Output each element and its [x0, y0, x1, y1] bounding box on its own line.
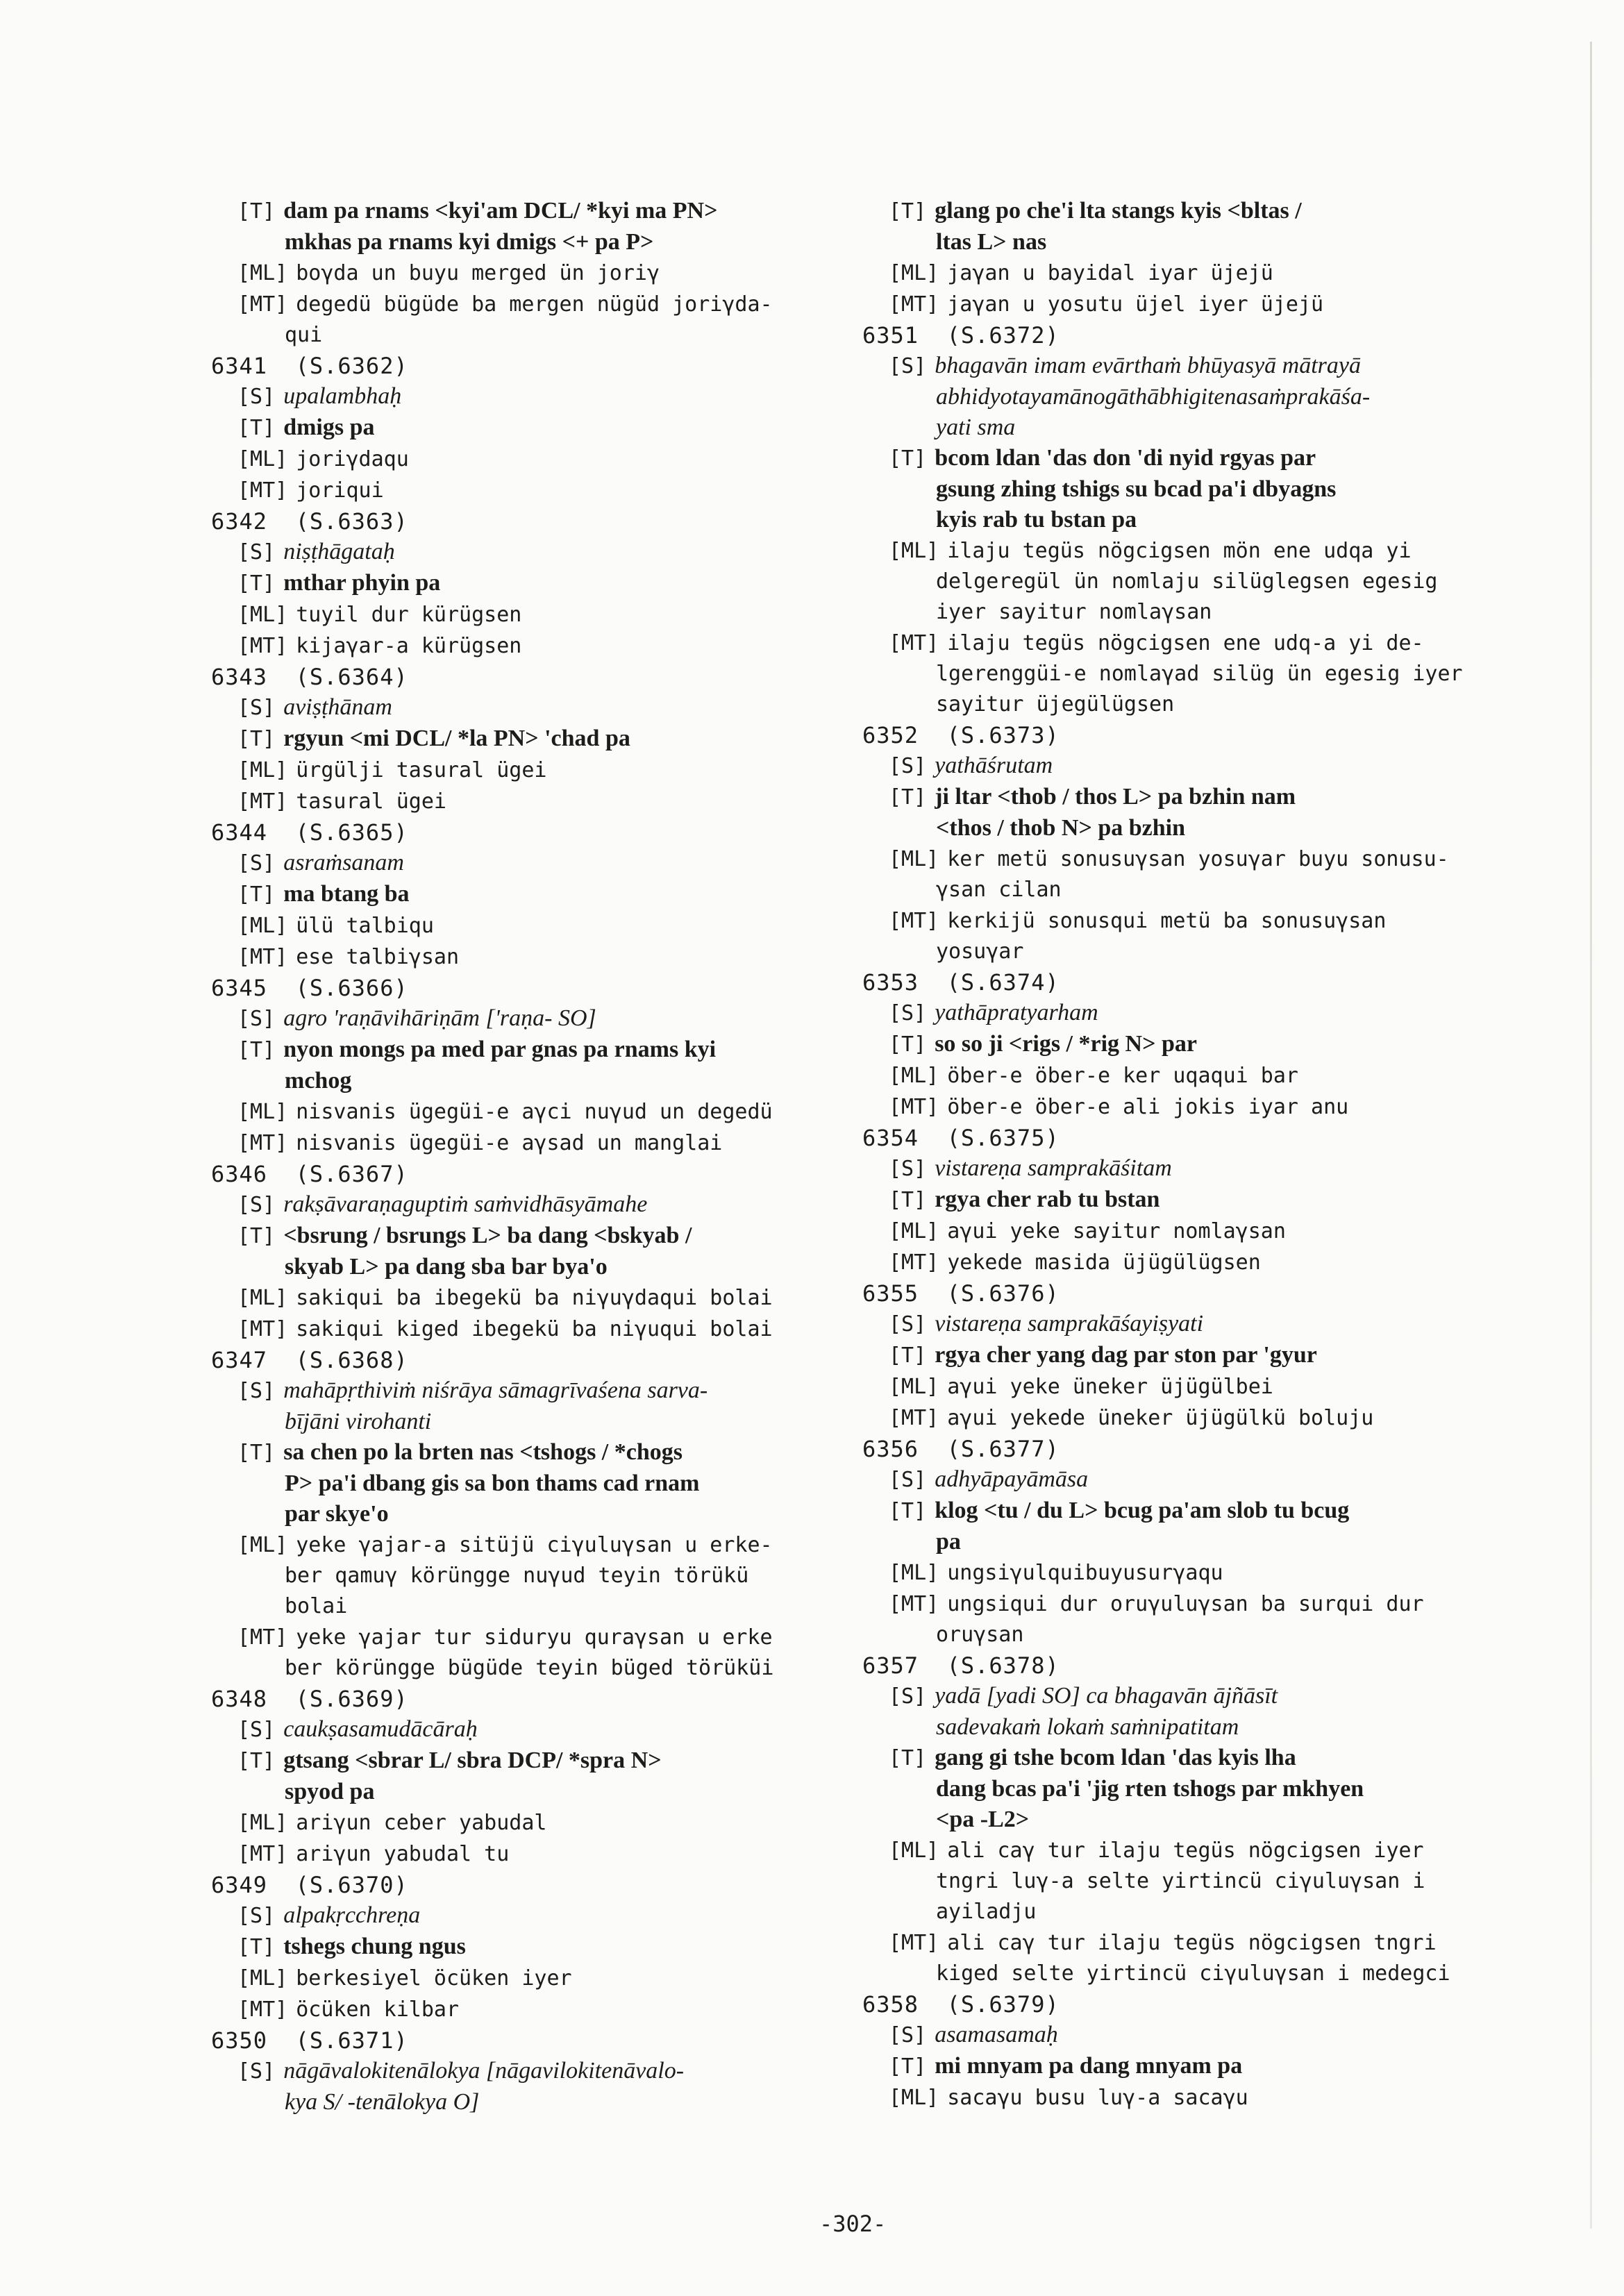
entry-tag: [T]: [237, 199, 276, 224]
entry-text: caukṣasamudācāraḥ: [283, 1716, 478, 1742]
entry-text: aviṣṭhānam: [283, 694, 392, 720]
scan-edge-line: [1590, 42, 1592, 2229]
entry-continuation: P> pa'i dbang gis sa bon thams cad rnam: [285, 1470, 700, 1496]
entry-text: ilaju tegüs nögcigsen ene udq-a yi de-: [947, 631, 1424, 655]
dictionary-entry: [211, 1684, 843, 1870]
entry-text: bcom ldan 'das don 'di nyid rgyas par: [935, 445, 1316, 471]
entry-text: degedü bügüde ba mergen nügüd joriγda-: [296, 292, 773, 317]
dictionary-entry: [862, 1650, 1487, 1989]
entry-tag: [S]: [889, 1001, 927, 1025]
dictionary-entry: [862, 320, 1487, 720]
entry-tag: [ML]: [889, 1838, 939, 1863]
entry-line-mt: [211, 630, 843, 662]
entry-number: 6344 (S.6365): [211, 819, 408, 846]
entry-tag: [ML]: [237, 447, 288, 471]
entry-text: öber-e öber-e ali jokis iyar anu: [947, 1095, 1349, 1119]
entry-text: joriqui: [296, 478, 384, 503]
entry-tag: [MT]: [237, 1317, 288, 1341]
entry-line-ml: [211, 444, 843, 475]
entry-continuation: ltas L> nas: [936, 229, 1047, 255]
dictionary-entry: [211, 1870, 843, 2025]
dictionary-entry: [862, 720, 1487, 967]
entry-line-t: [211, 568, 843, 599]
dictionary-entry: [211, 196, 843, 351]
entry-line-ml: [862, 1835, 1487, 1927]
entry-line-s: [862, 1681, 1487, 1743]
entry-tag: [ML]: [237, 1100, 288, 1124]
entry-text: asamasamaḥ: [935, 2022, 1058, 2047]
entry-line-mt: [862, 1589, 1487, 1650]
dictionary-entry: [211, 1345, 843, 1684]
entry-tag: [S]: [889, 1684, 927, 1709]
entry-tag: [T]: [889, 1188, 927, 1212]
entry-line-mt: [211, 941, 843, 973]
entry-line-t: [862, 2051, 1487, 2082]
entry-tag: [S]: [237, 540, 276, 564]
entry-continuation: ber qamuγ körüngge nuγud teyin törükü: [285, 1564, 749, 1588]
entry-line-t: [211, 1745, 843, 1807]
entry-text: vistareṇa samprakāśitam: [935, 1155, 1172, 1181]
entry-number: 6355 (S.6376): [862, 1280, 1060, 1307]
entry-line-s: [211, 1003, 843, 1034]
entry-text: sa chen po la brten nas <tshogs / *chogs: [283, 1439, 683, 1465]
entry-line-s: [862, 751, 1487, 782]
entry-tag: [MT]: [237, 1625, 288, 1650]
entry-text: ungsiγulquibuyusurγaqu: [947, 1561, 1223, 1585]
entry-line-ml: [862, 535, 1487, 628]
entry-continuation: par skye'o: [285, 1501, 389, 1527]
entry-text: nyon mongs pa med par gnas pa rnams kyi: [283, 1037, 717, 1062]
entry-tag: [MT]: [237, 292, 288, 317]
entry-tag: [MT]: [889, 1250, 939, 1275]
entry-line-ml: [211, 1530, 843, 1622]
left-column: [211, 196, 843, 2118]
entry-text: klog <tu / du L> bcug pa'am slob tu bcug: [935, 1498, 1350, 1523]
entry-tag: [S]: [889, 754, 927, 778]
entry-continuation: yati sma: [936, 414, 1016, 440]
entry-text: agro 'raṇāvihāriṇām ['raṇa- SO]: [283, 1005, 596, 1031]
entry-text: yeke γajar-a sitüjü ciγuluγsan u erke-: [296, 1533, 773, 1557]
entry-tag: [S]: [237, 1193, 276, 1217]
entry-text: glang po che'i lta stangs kyis <bltas /: [935, 198, 1302, 224]
entry-tag: [MT]: [889, 292, 939, 317]
entry-tag: [S]: [237, 1904, 276, 1928]
entry-tag: [MT]: [237, 1131, 288, 1155]
entry-number: 6354 (S.6375): [862, 1125, 1060, 1151]
entry-continuation: kyis rab tu bstan pa: [936, 507, 1137, 533]
page-number: -302-: [819, 2211, 887, 2237]
entry-continuation: oruγsan: [936, 1623, 1024, 1647]
entry-number: 6357 (S.6378): [862, 1652, 1060, 1679]
entry-text: asraṁsanam: [283, 850, 404, 875]
entry-line-s: [862, 1153, 1487, 1184]
entry-text: sacaγu busu luγ-a sacaγu: [947, 2086, 1248, 2110]
entry-line-mt: [211, 786, 843, 817]
entry-text: öber-e öber-e ker uqaqui bar: [947, 1064, 1298, 1088]
entry-continuation: ayiladju: [936, 1900, 1037, 1924]
entry-tag: [S]: [889, 1312, 927, 1336]
entry-line-mt: [211, 289, 843, 351]
dictionary-entry: [862, 967, 1487, 1123]
entry-line-mt: [211, 1622, 843, 1684]
entry-text: so so ji <rigs / *rig N> par: [935, 1031, 1197, 1057]
entry-continuation: skyab L> pa dang sba bar bya'o: [285, 1254, 608, 1280]
entry-text: dam pa rnams <kyi'am DCL/ *kyi ma PN>: [283, 198, 718, 224]
entry-text: joriγdaqu: [296, 447, 409, 471]
entry-tag: [S]: [237, 851, 276, 875]
entry-tag: [MT]: [237, 945, 288, 969]
entry-continuation: abhidyotayamānogāthābhigitenasaṁprakāśa-: [936, 384, 1371, 410]
entry-text: <bsrung / bsrungs L> ba dang <bskyab /: [283, 1223, 692, 1248]
entry-line-mt: [211, 1128, 843, 1159]
entry-continuation: lgerenggüi-e nomlaγad silüg ün egesig iyer: [936, 662, 1463, 686]
entry-text: yadā [yadi SO] ca bhagavān ājñāsīt: [935, 1683, 1278, 1709]
entry-text: berkesiyel öcüken iyer: [296, 1966, 572, 1991]
entry-line-ml: [211, 910, 843, 941]
entry-text: alpakṛcchreṇa: [283, 1902, 421, 1928]
entry-text: rgya cher rab tu bstan: [935, 1187, 1160, 1212]
entry-text: ürgülji tasural ügei: [296, 758, 547, 782]
entry-continuation: ber körüngge bügüde teyin büged törüküi: [285, 1656, 774, 1680]
entry-tag: [T]: [237, 1749, 276, 1773]
entry-number: 6351 (S.6372): [862, 322, 1060, 349]
entry-line-t: [862, 443, 1487, 535]
entry-text: ker metü sonusuγsan yosuγar buyu sonusu-: [947, 847, 1449, 871]
entry-tag: [T]: [237, 1224, 276, 1248]
entry-text: aγui yekede üneker üjügülkü boluju: [947, 1406, 1374, 1430]
entry-tag: [MT]: [889, 631, 939, 655]
entry-line-t: [862, 1340, 1487, 1371]
entry-number: 6350 (S.6371): [211, 2027, 408, 2054]
entry-line-t: [211, 1932, 843, 1963]
entry-line-mt: [862, 905, 1487, 967]
dictionary-entry: [211, 973, 843, 1159]
entry-line-ml: [862, 844, 1487, 905]
entry-text: jaγan u yosutu üjel iyer üjejü: [947, 292, 1324, 317]
entry-tag: [T]: [889, 1343, 927, 1368]
entry-line-s: [862, 351, 1487, 443]
entry-text: jaγan u bayidal iyar üjejü: [947, 261, 1273, 285]
entry-continuation: gsung zhing tshigs su bcad pa'i dbyagns: [936, 476, 1337, 502]
entry-text: mthar phyin pa: [283, 570, 441, 596]
entry-line-ml: [211, 755, 843, 786]
entry-tag: [MT]: [889, 1931, 939, 1955]
entry-tag: [S]: [889, 1468, 927, 1492]
entry-tag: [S]: [237, 2059, 276, 2084]
entry-line-ml: [211, 1282, 843, 1314]
dictionary-entry: [211, 506, 843, 662]
entry-text: rakṣāvaraṇaguptiṁ saṁvidhāsyāmahe: [283, 1191, 648, 1217]
entry-line-mt: [862, 628, 1487, 720]
entry-line-ml: [211, 1963, 843, 1994]
entry-tag: [S]: [237, 385, 276, 409]
entry-line-s: [211, 1714, 843, 1745]
entry-line-s: [211, 1189, 843, 1221]
entry-text: dmigs pa: [283, 414, 375, 440]
entry-text: ji ltar <thob / thos L> pa bzhin nam: [935, 784, 1296, 810]
entry-line-ml: [211, 258, 843, 289]
entry-tag: [ML]: [889, 1375, 939, 1399]
entry-text: kijaγar-a kürügsen: [296, 634, 522, 658]
entry-text: nisvanis ügegüi-e aγci nuγud un degedü: [296, 1100, 773, 1124]
entry-text: ma btang ba: [283, 881, 410, 907]
entry-tag: [S]: [237, 1007, 276, 1031]
entry-tag: [S]: [889, 1157, 927, 1181]
entry-line-s: [211, 2056, 843, 2118]
entry-line-s: [862, 2020, 1487, 2051]
entry-line-s: [211, 381, 843, 412]
entry-text: ali caγ tur ilaju tegüs nögcigsen tngri: [947, 1931, 1437, 1955]
entry-number: 6347 (S.6368): [211, 1347, 408, 1373]
entry-tag: [T]: [889, 785, 927, 810]
dictionary-entry: [862, 1434, 1487, 1650]
entry-text: vistareṇa samprakāśayiṣyati: [935, 1311, 1204, 1336]
entry-tag: [ML]: [237, 758, 288, 782]
entry-tag: [MT]: [889, 1406, 939, 1430]
entry-tag: [ML]: [237, 261, 288, 285]
entry-tag: [ML]: [889, 261, 939, 285]
entry-tag: [ML]: [237, 603, 288, 627]
dictionary-entry: [862, 1278, 1487, 1434]
entry-continuation: sayitur üjegülügsen: [936, 692, 1175, 717]
entry-number: 6342 (S.6363): [211, 508, 408, 535]
entry-text: ese talbiγsan: [296, 945, 460, 969]
entry-line-mt: [211, 1994, 843, 2025]
entry-tag: [ML]: [889, 1064, 939, 1088]
entry-tag: [S]: [889, 2023, 927, 2047]
entry-continuation: γsan cilan: [936, 878, 1062, 902]
entry-line-ml: [862, 1371, 1487, 1402]
entry-tag: [ML]: [237, 1966, 288, 1991]
entry-continuation: iyer sayitur nomlaγsan: [936, 600, 1212, 624]
entry-tag: [MT]: [237, 789, 288, 814]
entry-text: niṣṭhāgataḥ: [283, 539, 395, 564]
dictionary-entry: [862, 196, 1487, 320]
entry-line-t: [862, 1743, 1487, 1835]
entry-continuation: yosuγar: [936, 939, 1024, 964]
entry-line-mt: [862, 1927, 1487, 1989]
entry-line-mt: [862, 1402, 1487, 1434]
entry-line-ml: [211, 1807, 843, 1838]
entry-text: yathāpratyarham: [935, 1000, 1098, 1025]
entry-continuation: spyod pa: [285, 1779, 375, 1804]
entry-text: yekede masida üjügülügsen: [947, 1250, 1261, 1275]
entry-text: rgyun <mi DCL/ *la PN> 'chad pa: [283, 726, 630, 751]
entry-line-mt: [862, 1091, 1487, 1123]
entry-number: 6349 (S.6370): [211, 1872, 408, 1898]
entry-text: tasural ügei: [296, 789, 446, 814]
entry-tag: [ML]: [889, 2086, 939, 2110]
entry-text: ungsiqui dur oruγuluγsan ba surqui dur: [947, 1592, 1424, 1616]
entry-text: rgya cher yang dag par ston par 'gyur: [935, 1342, 1317, 1368]
entry-number: 6356 (S.6377): [862, 1436, 1060, 1462]
entry-tag: [T]: [237, 1038, 276, 1062]
entry-tag: [ML]: [237, 1533, 288, 1557]
entry-line-s: [211, 1900, 843, 1932]
dictionary-entry: [862, 1123, 1487, 1278]
entry-continuation: delgeregül ün nomlaju silüglegsen egesig: [936, 569, 1438, 594]
entry-continuation: mkhas pa rnams kyi dmigs <+ pa P>: [285, 229, 654, 255]
entry-tag: [S]: [237, 1718, 276, 1742]
entry-tag: [T]: [889, 1746, 927, 1770]
entry-tag: [ML]: [237, 914, 288, 938]
dictionary-entry: [211, 817, 843, 973]
entry-line-t: [211, 723, 843, 755]
entry-number: 6341 (S.6362): [211, 353, 408, 379]
entry-continuation: pa: [936, 1529, 961, 1555]
entry-tag: [T]: [889, 1499, 927, 1523]
entry-line-s: [211, 537, 843, 568]
entry-text: sakiqui ba ibegekü ba niγuγdaqui bolai: [296, 1286, 773, 1310]
entry-tag: [T]: [889, 446, 927, 471]
entry-continuation: bolai: [285, 1594, 348, 1618]
entry-tag: [ML]: [889, 539, 939, 563]
right-column: [862, 196, 1487, 2113]
entry-continuation: <pa -L2>: [936, 1807, 1030, 1832]
entry-tag: [T]: [889, 1032, 927, 1057]
entry-line-ml: [862, 1216, 1487, 1247]
entry-text: mahāpṛthiviṁ niśrāya sāmagrīvaśena sarva-: [283, 1377, 708, 1403]
entry-text: sakiqui kiged ibegekü ba niγuqui bolai: [296, 1317, 773, 1341]
entry-text: ülü talbiqu: [296, 914, 434, 938]
entry-number: 6352 (S.6373): [862, 722, 1060, 748]
dictionary-entry: [211, 2025, 843, 2118]
entry-text: boγda un buyu merged ün joriγ: [296, 261, 660, 285]
entry-tag: [MT]: [889, 1592, 939, 1616]
entry-line-s: [211, 848, 843, 879]
entry-text: tuyil dur kürügsen: [296, 603, 522, 627]
entry-text: öcüken kilbar: [296, 1997, 460, 2022]
entry-tag: [ML]: [237, 1286, 288, 1310]
entry-line-s: [862, 1309, 1487, 1340]
dictionary-entry: [211, 1159, 843, 1345]
entry-number: 6343 (S.6364): [211, 664, 408, 690]
entry-continuation: mchog: [285, 1068, 352, 1093]
entry-line-s: [862, 1464, 1487, 1495]
entry-tag: [ML]: [237, 1811, 288, 1835]
dictionary-entry: [862, 1989, 1487, 2113]
entry-line-ml: [862, 1060, 1487, 1091]
entry-continuation: dang bcas pa'i 'jig rten tshogs par mkhyen: [936, 1776, 1364, 1802]
entry-continuation: kya S/ -tenālokya O]: [285, 2089, 480, 2115]
entry-tag: [MT]: [237, 1997, 288, 2022]
entry-continuation: tngri luγ-a selte yirtincü ciγuluγsan i: [936, 1869, 1425, 1893]
entry-continuation: bījāni virohanti: [285, 1409, 432, 1434]
entry-text: ali caγ tur ilaju tegüs nögcigsen iyer: [947, 1838, 1424, 1863]
entry-line-s: [211, 1375, 843, 1437]
entry-line-t: [211, 1221, 843, 1282]
entry-line-ml: [862, 1557, 1487, 1589]
entry-line-t: [211, 412, 843, 444]
entry-tag: [MT]: [237, 634, 288, 658]
entry-tag: [ML]: [889, 1561, 939, 1585]
entry-continuation: kiged selte yirtincü ciγuluγsan i medegci: [936, 1961, 1450, 1986]
entry-tag: [ML]: [889, 1219, 939, 1243]
entry-text: ilaju tegüs nögcigsen mön ene udqa yi: [947, 539, 1412, 563]
entry-line-t: [862, 1495, 1487, 1557]
entry-line-mt: [211, 475, 843, 506]
entry-tag: [T]: [237, 1441, 276, 1465]
entry-line-t: [211, 196, 843, 258]
entry-tag: [S]: [237, 1379, 276, 1403]
entry-number: 6353 (S.6374): [862, 969, 1060, 996]
entry-text: upalambhaḥ: [283, 383, 402, 409]
entry-tag: [T]: [237, 1935, 276, 1959]
entry-text: adhyāpayāmāsa: [935, 1466, 1089, 1492]
entry-tag: [MT]: [237, 1842, 288, 1866]
entry-text: tshegs chung ngus: [283, 1934, 466, 1959]
entry-line-ml: [862, 2082, 1487, 2113]
entry-tag: [S]: [889, 354, 927, 378]
entry-tag: [T]: [889, 2054, 927, 2079]
entry-tag: [MT]: [889, 1095, 939, 1119]
entry-tag: [T]: [889, 199, 927, 224]
entry-text: aγui yeke sayitur nomlaγsan: [947, 1219, 1286, 1243]
entry-text: ariγun yabudal tu: [296, 1842, 510, 1866]
entry-number: 6348 (S.6369): [211, 1686, 408, 1712]
dictionary-entry: [211, 662, 843, 817]
entry-text: ariγun ceber yabudal: [296, 1811, 547, 1835]
entry-line-mt: [211, 1314, 843, 1345]
entry-continuation: sadevakaṁ lokaṁ saṁnipatitam: [936, 1714, 1239, 1740]
entry-continuation: qui: [285, 323, 323, 347]
entry-continuation: <thos / thob N> pa bzhin: [936, 815, 1186, 841]
entry-number: 6346 (S.6367): [211, 1161, 408, 1187]
entry-tag: [T]: [237, 727, 276, 751]
entry-number: 6345 (S.6366): [211, 975, 408, 1001]
entry-tag: [T]: [237, 571, 276, 596]
entry-tag: [MT]: [889, 909, 939, 933]
entry-tag: [MT]: [237, 478, 288, 503]
entry-line-ml: [862, 258, 1487, 289]
entry-line-mt: [862, 289, 1487, 320]
entry-text: gtsang <sbrar L/ sbra DCP/ *spra N>: [283, 1748, 662, 1773]
entry-text: nisvanis ügegüi-e aγsad un manglai: [296, 1131, 723, 1155]
entry-line-s: [862, 998, 1487, 1029]
entry-line-mt: [862, 1247, 1487, 1278]
entry-line-t: [862, 196, 1487, 258]
entry-tag: [T]: [237, 416, 276, 440]
entry-text: bhagavān imam evārthaṁ bhūyasyā mātrayā: [935, 353, 1361, 378]
entry-text: aγui yeke üneker üjügülbei: [947, 1375, 1273, 1399]
entry-tag: [ML]: [889, 847, 939, 871]
entry-line-t: [211, 879, 843, 910]
entry-text: gang gi tshe bcom ldan 'das kyis lha: [935, 1745, 1296, 1770]
entry-text: yeke γajar tur siduryu quraγsan u erke: [296, 1625, 773, 1650]
dictionary-entry: [211, 351, 843, 506]
entry-text: nāgāvalokitenālokya [nāgavilokitenāvalo-: [283, 2058, 685, 2084]
entry-text: kerkijü sonusqui metü ba sonusuγsan: [947, 909, 1387, 933]
entry-line-t: [862, 1184, 1487, 1216]
entry-line-ml: [211, 599, 843, 630]
entry-text: mi mnyam pa dang mnyam pa: [935, 2053, 1243, 2079]
entry-number: 6358 (S.6379): [862, 1991, 1060, 2018]
entry-tag: [S]: [237, 696, 276, 720]
entry-line-t: [862, 782, 1487, 844]
entry-line-ml: [211, 1096, 843, 1128]
entry-line-s: [211, 692, 843, 723]
entry-tag: [T]: [237, 882, 276, 907]
entry-text: yathāśrutam: [935, 753, 1053, 778]
entry-line-t: [211, 1437, 843, 1530]
entry-line-t: [211, 1034, 843, 1096]
entry-line-t: [862, 1029, 1487, 1060]
entry-line-mt: [211, 1838, 843, 1870]
